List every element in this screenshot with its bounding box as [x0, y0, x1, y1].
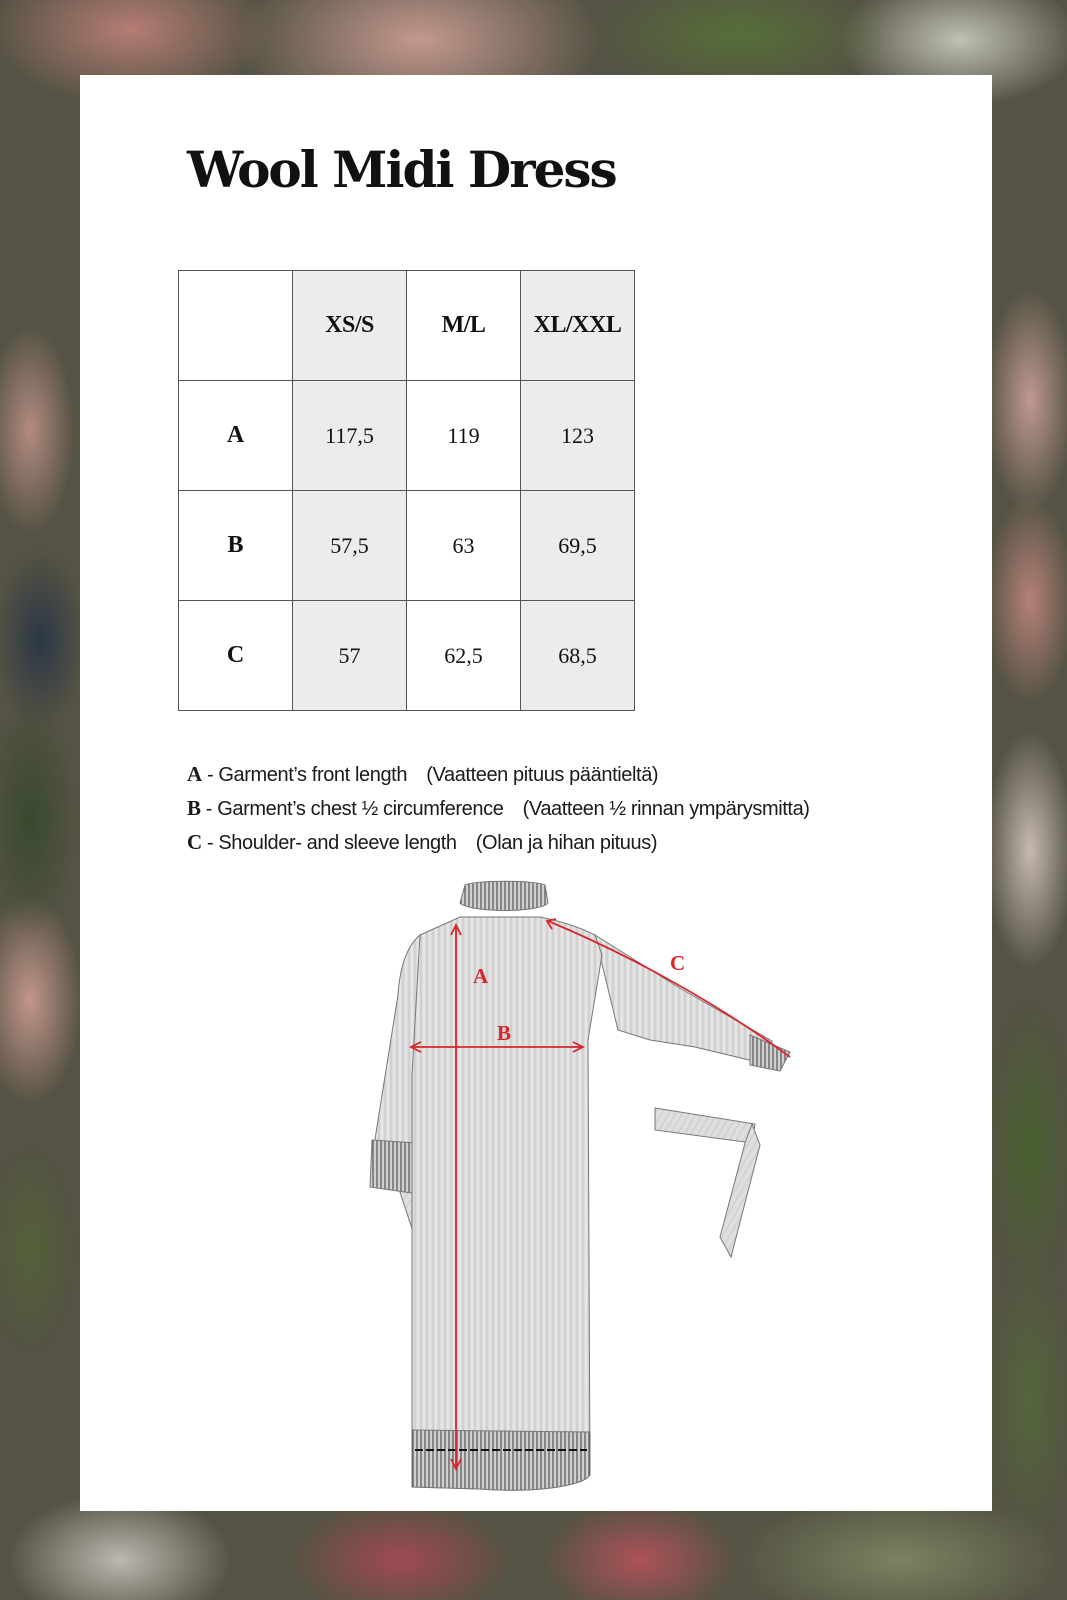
cell-b-m-l: 63: [407, 491, 521, 601]
legend-item-a: [187, 758, 810, 792]
legend-en: - Garment’s chest ½ circumference: [205, 798, 504, 820]
row-label-c: C: [179, 601, 293, 711]
legend-item-c: [187, 826, 810, 860]
header-cell-xl-xxl: XL/XXL: [521, 271, 635, 381]
left-cuff: [370, 1140, 416, 1193]
collar: [460, 881, 548, 910]
header-cell-m-l: M/L: [407, 271, 521, 381]
table-row: [179, 381, 635, 491]
legend-fi: (Olan ja hihan pituus): [475, 832, 658, 854]
dress-body: [412, 917, 602, 1490]
legend-item-b: [187, 792, 810, 826]
table-row: [179, 491, 635, 601]
legend-key: C: [187, 830, 202, 854]
cell-a-xs-s: 117,5: [293, 381, 407, 491]
dress-measurement-diagram: [300, 875, 800, 1575]
table-header-row: [179, 271, 635, 381]
label-a: A: [473, 964, 489, 988]
cell-a-xl-xxl: 123: [521, 381, 635, 491]
cell-b-xs-s: 57,5: [293, 491, 407, 601]
label-c: C: [670, 951, 686, 975]
row-label-a: A: [179, 381, 293, 491]
legend-en: - Shoulder- and sleeve length: [206, 832, 457, 854]
cell-c-xl-xxl: 68,5: [521, 601, 635, 711]
header-cell-xs-s: XS/S: [293, 271, 407, 381]
table-row: [179, 601, 635, 711]
hem-band: [412, 1430, 590, 1490]
page-title: Wool Midi Dress: [187, 140, 616, 199]
legend-key: A: [187, 762, 202, 786]
size-guide-card: [80, 75, 992, 1511]
belt-right: [655, 1108, 760, 1257]
size-table: [178, 270, 635, 711]
row-label-b: B: [179, 491, 293, 601]
cell-c-xs-s: 57: [293, 601, 407, 711]
measurement-legend: [187, 758, 810, 860]
cell-a-m-l: 119: [407, 381, 521, 491]
label-b: B: [497, 1021, 512, 1045]
legend-en: - Garment’s front length: [206, 764, 408, 786]
cell-c-m-l: 62,5: [407, 601, 521, 711]
cell-b-xl-xxl: 69,5: [521, 491, 635, 601]
legend-fi: (Vaatteen ½ rinnan ympärysmitta): [522, 798, 810, 820]
header-cell-empty: [179, 271, 293, 381]
legend-fi: (Vaatteen pituus pääntieltä): [426, 764, 659, 786]
legend-key: B: [187, 796, 201, 820]
